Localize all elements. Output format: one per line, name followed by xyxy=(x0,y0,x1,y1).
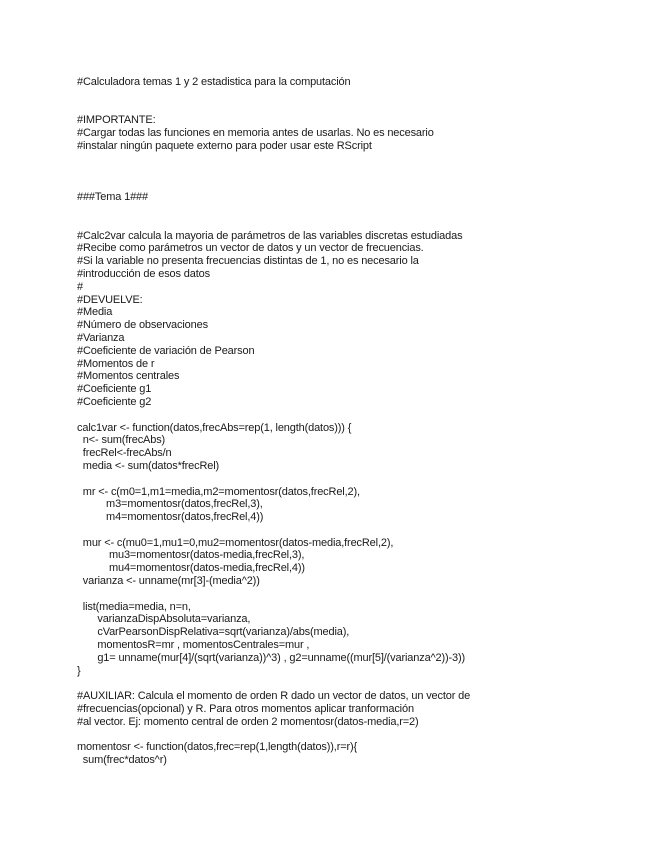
script-line: #frecuencias(opcional) y R. Para otros momentos aplicar tranformación xyxy=(77,703,414,716)
script-line: frecRel<-frecAbs/n xyxy=(77,447,172,460)
script-line: #IMPORTANTE: xyxy=(77,114,156,127)
script-line xyxy=(77,588,470,601)
script-line xyxy=(77,204,470,217)
script-line xyxy=(77,729,470,742)
script-line: #al vector. Ej: momento central de orden 2 momentosr(datos-media,r=2) xyxy=(77,715,419,728)
script-line: sum(frec*datos^r) xyxy=(77,754,167,767)
script-line: #Varianza xyxy=(77,331,125,344)
script-line: calc1var <- function(datos,frecAbs=rep(1, length(datos))) { xyxy=(77,421,352,434)
script-line: #Coeficiente de variación de Pearson xyxy=(77,344,255,357)
script-line: #Momentos centrales xyxy=(77,370,180,383)
script-line xyxy=(77,89,470,102)
script-line: #Calculadora temas 1 y 2 estadistica para la computación xyxy=(77,76,351,88)
script-line xyxy=(77,102,470,115)
script-line xyxy=(77,217,470,230)
script-line: cVarPearsonDispRelativa=sqrt(varianza)/abs(media), xyxy=(77,626,350,639)
script-line xyxy=(77,178,470,191)
script-line: #Recibe como parámetros un vector de datos y un vector de frecuencias. xyxy=(77,242,424,255)
script-line: mur <- c(mu0=1,mu1=0,mu2=momentosr(datos-media,frecRel,2), xyxy=(77,536,394,549)
script-line xyxy=(77,473,470,486)
script-line: varianza <- unname(mr[3]-(media^2)) xyxy=(77,575,260,588)
script-line: m4=momentosr(datos,frecRel,4)) xyxy=(77,511,264,524)
script-line: #introducción de esos datos xyxy=(77,267,210,280)
script-line: m3=momentosr(datos,frecRel,3), xyxy=(77,498,263,511)
script-line: list(media=media, n=n, xyxy=(77,600,191,613)
script-line xyxy=(77,166,470,179)
script-line: #Momentos de r xyxy=(77,357,155,370)
script-line: #AUXILIAR: Calcula el momento de orden R dado un vector de datos, un vector de xyxy=(77,690,471,703)
script-line: #instalar ningún paquete externo para poder usar este RScript xyxy=(77,139,372,152)
script-line: #Si la variable no presenta frecuencias distintas de 1, no es necesario la xyxy=(77,255,419,268)
script-line: g1= unname(mur[4]/(sqrt(varianza))^3) , g2=unname((mur[5]/(varianza^2))-3)) xyxy=(77,651,466,664)
script-line: mu4=momentosr(datos-media,frecRel,4)) xyxy=(77,562,305,575)
script-line: #Número de observaciones xyxy=(77,319,208,332)
script-line: ###Tema 1### xyxy=(77,191,148,204)
script-line xyxy=(77,409,470,422)
script-line: # xyxy=(77,280,83,293)
script-line: mr <- c(m0=1,m1=media,m2=momentosr(datos,frecRel,2), xyxy=(77,485,360,498)
script-line xyxy=(77,677,470,690)
script-line: #Cargar todas las funciones en memoria antes de usarlas. No es necesario xyxy=(77,127,434,140)
script-line: #DEVUELVE: xyxy=(77,293,143,306)
script-line: mu3=momentosr(datos-media,frecRel,3), xyxy=(77,549,305,562)
script-line: varianzaDispAbsoluta=varianza, xyxy=(77,613,251,626)
script-line xyxy=(77,153,470,166)
script-line: n<- sum(frecAbs) xyxy=(77,434,166,447)
script-line: #Calc2var calcula la mayoria de parámetros de las variables discretas estudiadas xyxy=(77,229,463,242)
r-script-text xyxy=(77,76,470,767)
script-line: momentosR=mr , momentosCentrales=mur , xyxy=(77,639,310,652)
script-line: #Coeficiente g2 xyxy=(77,395,152,408)
script-line: media <- sum(datos*frecRel) xyxy=(77,459,220,472)
script-line: } xyxy=(77,664,81,677)
script-line: #Coeficiente g1 xyxy=(77,383,152,396)
script-line: #Media xyxy=(77,306,113,319)
script-line xyxy=(77,524,470,537)
script-line: momentosr <- function(datos,frec=rep(1,length(datos)),r=r){ xyxy=(77,741,358,754)
